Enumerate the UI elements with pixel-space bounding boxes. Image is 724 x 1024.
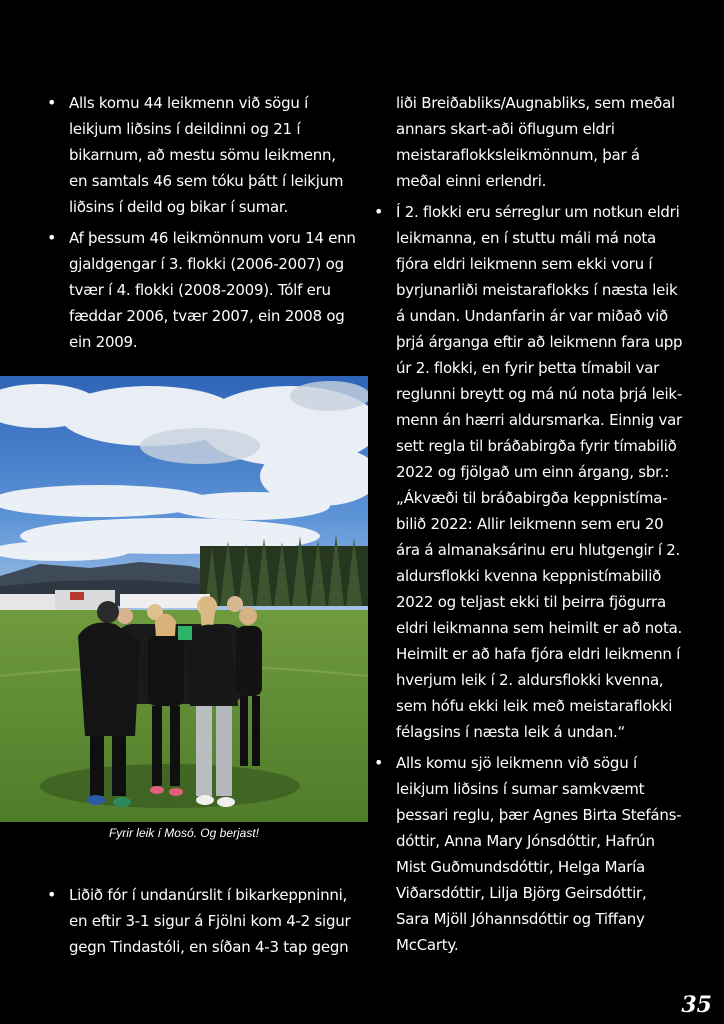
list-item xyxy=(47,225,367,355)
text-line: Viðarsdóttir, Lilja Björg Geirsdóttir, xyxy=(396,884,647,902)
text-line: hverjum leik í 2. aldursflokki kvenna, xyxy=(396,671,664,689)
right-column xyxy=(374,90,684,963)
text-line: þessari reglu, þær Agnes Birta Stefáns- xyxy=(396,806,682,824)
list-item xyxy=(374,199,684,745)
text-line: byrjunarliði meistaraflokks í næsta leik xyxy=(396,281,678,299)
text-line: bikarnum, að mestu sömu leikmenn, xyxy=(69,146,336,164)
list-item-continuation xyxy=(374,90,684,194)
text-line: sem hófu ekki leik með meistaraflokki xyxy=(396,697,673,715)
text-line: reglunni breytt og má nú nota þrjá leik- xyxy=(396,385,683,403)
bullet-list xyxy=(47,882,367,960)
text-line: McCarty. xyxy=(396,936,459,954)
list-item xyxy=(47,90,367,220)
text-line: bilið 2022: Allir leikmenn sem eru 20 xyxy=(396,515,664,533)
text-line: meðal einni erlendri. xyxy=(396,172,547,190)
text-line: úr 2. flokki, en fyrir þetta tímabil var xyxy=(396,359,660,377)
text-line: leikjum liðsins í sumar samkvæmt xyxy=(396,780,645,798)
text-line: eldri leikmanna sem heimilt er að nota. xyxy=(396,619,683,637)
text-line: 2022 og fjölgað um einn árgang, sbr.: xyxy=(396,463,669,481)
bullet-list xyxy=(374,90,684,958)
team-huddle-photo xyxy=(0,376,368,822)
text-line: fæddar 2006, tvær 2007, ein 2008 og xyxy=(69,307,345,325)
text-line: ein 2009. xyxy=(69,333,138,351)
bullet-list xyxy=(47,90,367,355)
text-line: Sara Mjöll Jóhannsdóttir og Tiffany xyxy=(396,910,645,928)
text-line: dóttir, Anna Mary Jónsdóttir, Hafrún xyxy=(396,832,655,850)
text-line: liðsins í deild og bikar í sumar. xyxy=(69,198,288,216)
text-line: annars skart-aði öflugum eldri xyxy=(396,120,615,138)
text-line: menn án hærri aldursmarka. Einnig var xyxy=(396,411,682,429)
text-line: • Alls komu 44 leikmenn við sögu í xyxy=(69,94,309,112)
text-line: en samtals 46 sem tóku þátt í leikjum xyxy=(69,172,344,190)
text-line: leikjum liðsins í deildinni og 21 í xyxy=(69,120,301,138)
left-column-bottom xyxy=(47,882,367,960)
page-number: 35 xyxy=(681,992,712,1018)
text-line: þrjá árganga eftir að leikmenn fara upp xyxy=(396,333,683,351)
text-line: en eftir 3-1 sigur á Fjölni kom 4-2 sigur xyxy=(69,912,351,930)
text-line: meistaraflokksleikmönnum, þar á xyxy=(396,146,640,164)
photo-caption: Fyrir leik í Mosó. Og berjast! xyxy=(108,826,260,840)
text-line: aldursflokki kvenna keppnistímabilið xyxy=(396,567,662,585)
text-line: leikmanna, en í stuttu máli má nota xyxy=(396,229,656,247)
text-line: ára á almanaksárinu eru hlutgengir í 2. xyxy=(396,541,681,559)
text-line: gegn Tindastóli, en síðan 4-3 tap gegn xyxy=(69,938,349,956)
text-line: Heimilt er að hafa fjóra eldri leikmenn í xyxy=(396,645,681,663)
text-line: • Liðið fór í undanúrslit í bikarkeppninni, xyxy=(69,886,348,904)
text-line: sett regla til bráðabirgða fyrir tímabilið xyxy=(396,437,677,455)
text-line: 2022 og teljast ekki til þeirra fjögurra xyxy=(396,593,666,611)
left-column-top xyxy=(47,90,367,360)
list-item xyxy=(47,882,367,960)
photo-illustration xyxy=(0,376,368,822)
text-line: liði Breiðabliks/Augnabliks, sem meðal xyxy=(396,94,675,112)
text-line: á undan. Undanfarin ár var miðað við xyxy=(396,307,668,325)
text-line: Mist Guðmundsdóttir, Helga María xyxy=(396,858,645,876)
text-line: • Af þessum 46 leikmönnum voru 14 enn xyxy=(69,229,356,247)
text-line: gjaldgengar í 3. flokki (2006-2007) og xyxy=(69,255,344,273)
text-line: „Ákvæði til bráðabirgða keppnistíma- xyxy=(396,489,668,507)
text-line: fjóra eldri leikmenn sem ekki voru í xyxy=(396,255,653,273)
text-line: • Í 2. flokki eru sérreglur um notkun eldri xyxy=(396,203,680,221)
text-line: • Alls komu sjö leikmenn við sögu í xyxy=(396,754,637,772)
text-line: tvær í 4. flokki (2008-2009). Tólf eru xyxy=(69,281,331,299)
list-item xyxy=(374,750,684,958)
text-line: félagsins í næsta leik á undan.“ xyxy=(396,723,626,741)
